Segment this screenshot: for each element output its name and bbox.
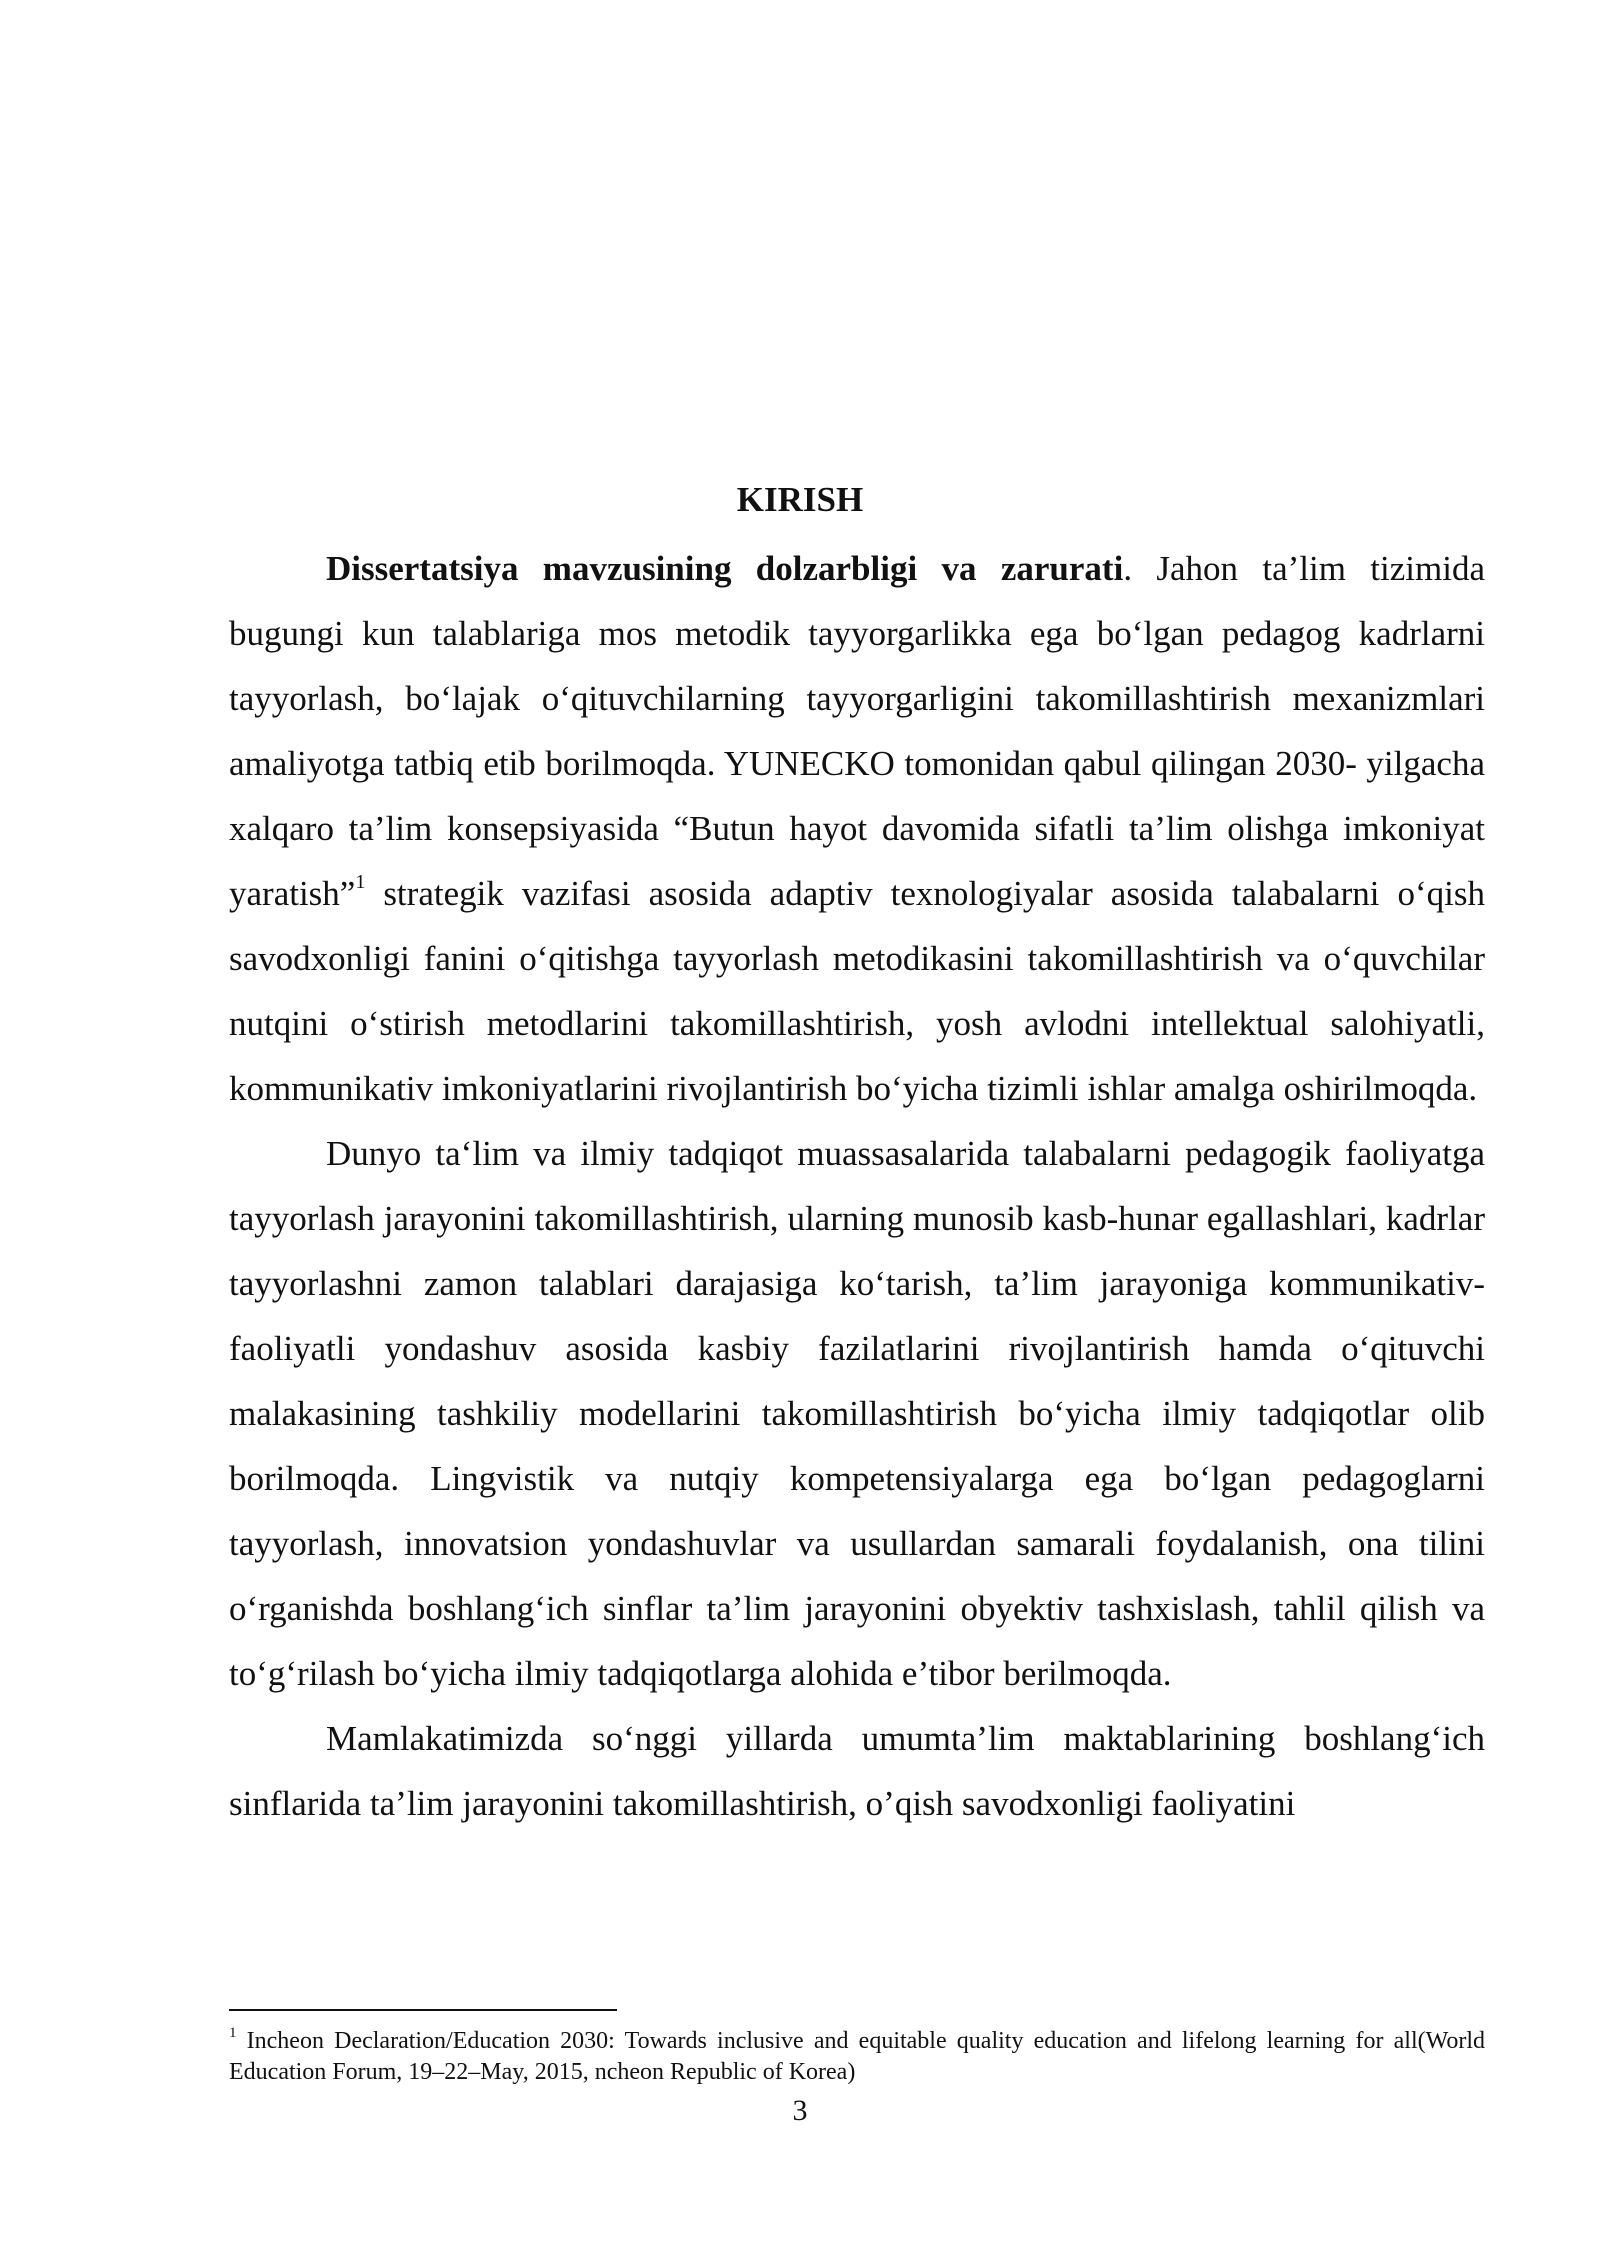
footnote-text: Incheon Declaration/Education 2030: Towards inclusive and equitable quality education and lifelong learning for all(World Education Forum, 19–22–May, 2015, ncheon Republic of Korea) [229,2028,1485,2085]
paragraph-1-text-part-1: . Jahon ta’lim tizimida bugungi kun talablariga mos metodik tayyorgarlikka ega bo‘lgan pedagog kadrlarni tayyorlash, bo‘lajak o‘qituvchilarning tayyorgarligini takomillashtirish mexanizmlari amaliyotga tatbiq etib borilmoqda. YUNECKO tomonidan qabul qilingan 2030- yilgacha xalqaro ta’lim konsepsiyasida “Butun hayot davomida sifatli ta’lim olishga imkoniyat yaratish” [229,549,1485,913]
section-heading: KIRISH [736,480,864,519]
paragraph-lead-bold: Dissertatsiya mavzusining dolzarbligi va zarurati [326,549,1124,588]
page-number: 3 [792,2094,808,2127]
body-text [229,536,1485,1836]
paragraph-3: Mamlakatimizda so‘nggi yillarda umumta’lim maktablarining boshlang‘ich sinflarida ta’lim jarayonini takomillashtirish, o’qish savodxonligi faoliyatini [229,1719,1485,1823]
footnote-reference[interactable]: 1 [355,871,366,894]
paragraph-2: Dunyo ta‘lim va ilmiy tadqiqot muassasalarida talabalarni pedagogik faoliyatga tayyorlash jarayonini takomillashtirish, ularning munosib kasb-hunar egallashlari, kadrlar tayyorlashni zamon talablari darajasiga ko‘tarish, ta’lim jarayoniga kommunikativ-faoliyatli yondashuv asosida kasbiy fazilatlarini rivojlantirish hamda o‘qituvchi malakasining tashkiliy modellarini takomillashtirish bo‘yicha ilmiy tadqiqotlar olib borilmoqda. Lingvistik va nutqiy kompetensiyalarga ega bo‘lgan pedagoglarni tayyorlash, innovatsion yondashuvlar va usullardan samarali foydalanish, ona tilini o‘rganishda boshlang‘ich sinflar ta’lim jarayonini obyektiv tashxislash, tahlil qilish va to‘g‘rilash bo‘yicha ilmiy tadqiqotlarga alohida e’tibor berilmoqda. [229,1134,1485,1693]
footnote [229,2026,1485,2088]
paragraph-1-text-part-2: strategik vazifasi asosida adaptiv texnologiyalar asosida talabalarni o‘qish savodxonligi fanini o‘qitishga tayyorlash metodikasini takomillashtirish va o‘quvchilar nutqini o‘stirish metodlarini takomillashtirish, yosh avlodni intellektual salohiyatli, kommunikativ imkoniyatlarini rivojlantirish bo‘yicha tizimli ishlar amalga oshirilmoqda. [229,874,1485,1108]
footnote-separator [229,2009,617,2011]
paragraph-1 [229,536,1485,1121]
footnote-marker: 1 [229,2025,237,2041]
